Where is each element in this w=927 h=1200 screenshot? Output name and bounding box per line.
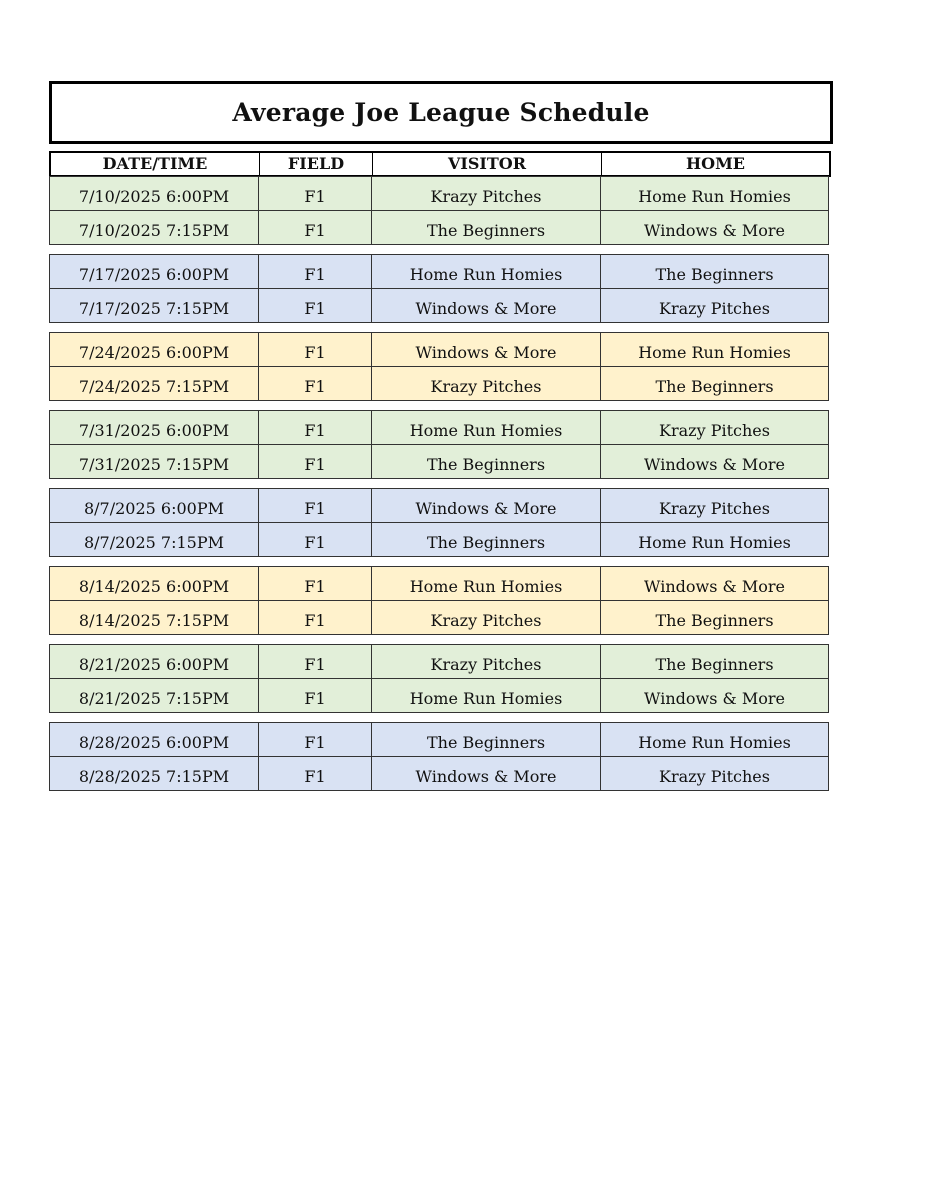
table-row (50, 601, 828, 634)
table-row (50, 177, 828, 211)
home-cell: Krazy Pitches (659, 767, 770, 786)
datetime-cell: 8/7/2025 6:00PM (50, 489, 259, 522)
week-group (49, 488, 829, 557)
visitor-cell: Home Run Homies (372, 679, 601, 712)
field-cell: F1 (259, 255, 372, 288)
datetime-cell: 7/10/2025 7:15PM (50, 211, 259, 244)
home-cell: The Beginners (655, 265, 774, 284)
datetime-cell: 8/21/2025 7:15PM (50, 679, 259, 712)
datetime-cell: 8/7/2025 7:15PM (50, 523, 259, 556)
column-header-home: HOME (686, 154, 745, 173)
table-row (50, 489, 828, 523)
field-cell: F1 (259, 567, 372, 600)
home-cell: Home Run Homies (638, 343, 791, 362)
week-group (49, 566, 829, 635)
visitor-cell: Windows & More (372, 757, 601, 790)
visitor-cell: Krazy Pitches (372, 177, 601, 210)
visitor-cell: Home Run Homies (372, 567, 601, 600)
home-cell: Windows & More (644, 221, 785, 240)
column-header-datetime: DATE/TIME (51, 153, 260, 175)
table-row (50, 757, 828, 790)
week-group (49, 410, 829, 479)
field-cell: F1 (259, 211, 372, 244)
schedule-body (49, 176, 829, 800)
datetime-cell: 7/10/2025 6:00PM (50, 177, 259, 210)
datetime-cell: 7/17/2025 7:15PM (50, 289, 259, 322)
visitor-cell: Home Run Homies (372, 255, 601, 288)
week-group (49, 254, 829, 323)
home-cell: Krazy Pitches (659, 421, 770, 440)
field-cell: F1 (259, 679, 372, 712)
column-header-field: FIELD (260, 153, 373, 175)
field-cell: F1 (259, 445, 372, 478)
visitor-cell: The Beginners (372, 523, 601, 556)
table-row (50, 211, 828, 244)
field-cell: F1 (259, 333, 372, 366)
schedule-title: Average Joe League Schedule (232, 98, 650, 127)
datetime-cell: 7/24/2025 6:00PM (50, 333, 259, 366)
datetime-cell: 8/28/2025 7:15PM (50, 757, 259, 790)
datetime-cell: 7/31/2025 7:15PM (50, 445, 259, 478)
table-row (50, 333, 828, 367)
field-cell: F1 (259, 367, 372, 400)
field-cell: F1 (259, 523, 372, 556)
home-cell: Home Run Homies (638, 187, 791, 206)
field-cell: F1 (259, 177, 372, 210)
home-cell: Windows & More (644, 455, 785, 474)
table-row (50, 445, 828, 478)
datetime-cell: 8/28/2025 6:00PM (50, 723, 259, 756)
week-group (49, 722, 829, 791)
week-group (49, 176, 829, 245)
visitor-cell: The Beginners (372, 723, 601, 756)
table-header (49, 151, 831, 177)
visitor-cell: Home Run Homies (372, 411, 601, 444)
datetime-cell: 8/14/2025 7:15PM (50, 601, 259, 634)
table-row (50, 567, 828, 601)
home-cell: Windows & More (644, 577, 785, 596)
visitor-cell: Krazy Pitches (372, 367, 601, 400)
visitor-cell: Windows & More (372, 289, 601, 322)
field-cell: F1 (259, 411, 372, 444)
field-cell: F1 (259, 289, 372, 322)
field-cell: F1 (259, 601, 372, 634)
table-row (50, 723, 828, 757)
home-cell: The Beginners (655, 611, 774, 630)
visitor-cell: Krazy Pitches (372, 645, 601, 678)
datetime-cell: 7/17/2025 6:00PM (50, 255, 259, 288)
datetime-cell: 8/14/2025 6:00PM (50, 567, 259, 600)
visitor-cell: Windows & More (372, 333, 601, 366)
datetime-cell: 8/21/2025 6:00PM (50, 645, 259, 678)
field-cell: F1 (259, 645, 372, 678)
table-row (50, 367, 828, 400)
table-row (50, 255, 828, 289)
datetime-cell: 7/31/2025 6:00PM (50, 411, 259, 444)
visitor-cell: Krazy Pitches (372, 601, 601, 634)
table-row (50, 289, 828, 322)
field-cell: F1 (259, 489, 372, 522)
table-row (50, 523, 828, 556)
table-row (50, 411, 828, 445)
week-group (49, 332, 829, 401)
visitor-cell: The Beginners (372, 211, 601, 244)
home-cell: Krazy Pitches (659, 299, 770, 318)
field-cell: F1 (259, 723, 372, 756)
home-cell: Home Run Homies (638, 733, 791, 752)
visitor-cell: The Beginners (372, 445, 601, 478)
visitor-cell: Windows & More (372, 489, 601, 522)
schedule-title-box (49, 81, 833, 144)
table-row (50, 645, 828, 679)
home-cell: Windows & More (644, 689, 785, 708)
field-cell: F1 (259, 757, 372, 790)
datetime-cell: 7/24/2025 7:15PM (50, 367, 259, 400)
home-cell: Home Run Homies (638, 533, 791, 552)
week-group (49, 644, 829, 713)
home-cell: The Beginners (655, 377, 774, 396)
column-header-visitor: VISITOR (373, 153, 602, 175)
table-row (50, 679, 828, 712)
home-cell: Krazy Pitches (659, 499, 770, 518)
home-cell: The Beginners (655, 655, 774, 674)
